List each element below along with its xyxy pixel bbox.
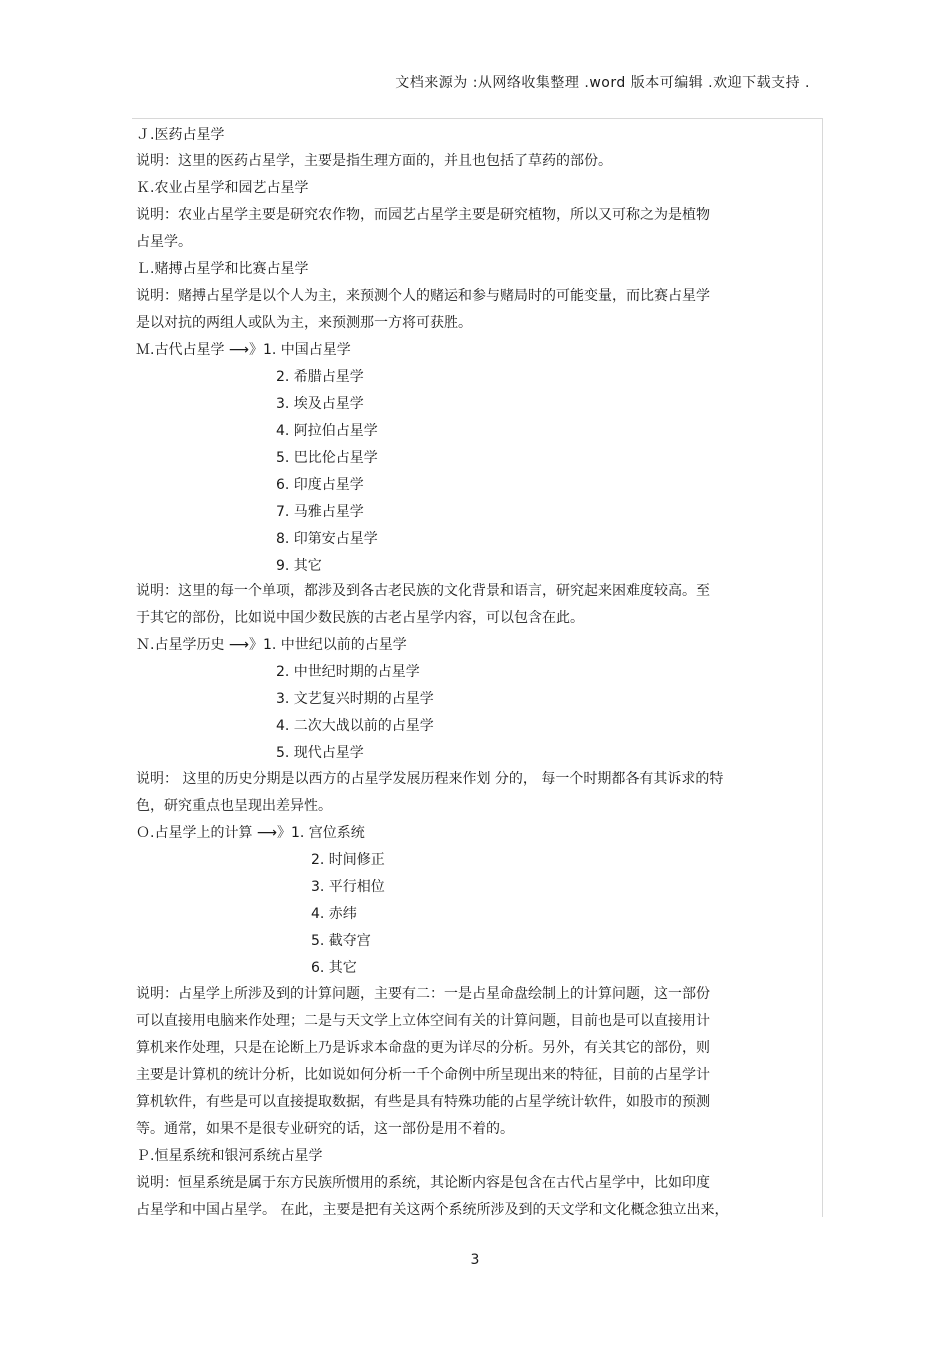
body-line: 7. 马雅占星学 — [276, 504, 364, 520]
page-header: 文档来源为 :从网络收集整理 .word 版本可编辑 .欢迎下载支持 . — [395, 75, 810, 91]
body-line: 说明：这里的医药占星学，主要是指生理方面的，并且也包括了草药的部份。 — [136, 153, 612, 169]
body-line: Ｍ.古代占星学 ⟶》1. 中国占星学 — [136, 342, 351, 358]
body-line: Ｐ.恒星系统和银河系统占星学 — [136, 1148, 323, 1164]
body-line: 3. 文艺复兴时期的占星学 — [276, 691, 434, 707]
body-line: 4. 二次大战以前的占星学 — [276, 718, 434, 734]
body-line: 说明：农业占星学主要是研究农作物，而园艺占星学主要是研究植物，所以又可称之为是植物 — [136, 207, 710, 223]
body-line: 4. 阿拉伯占星学 — [276, 423, 378, 439]
body-line: 2. 希腊占星学 — [276, 369, 364, 385]
body-line: 说明：这里的每一个单项，都涉及到各古老民族的文化背景和语言，研究起来困难度较高。至 — [136, 583, 710, 599]
body-line: 8. 印第安占星学 — [276, 531, 378, 547]
body-line: 算机软件，有些是可以直接提取数据，有些是具有特殊功能的占星学统计软件，如股市的预测 — [136, 1094, 710, 1110]
body-line: 说明： 这里的历史分期是以西方的占星学发展历程来作划 分的， 每一个时期都各有其诉求的特 — [136, 771, 724, 787]
body-line: 5. 现代占星学 — [276, 745, 364, 761]
body-line: Ｏ.占星学上的计算 ⟶》1. 宫位系统 — [136, 825, 365, 841]
body-line: 占星学和中国占星学。 在此，主要是把有关这两个系统所涉及到的天文学和文化概念独立出来， — [136, 1202, 729, 1218]
body-line: 3. 埃及占星学 — [276, 396, 364, 412]
body-line: 可以直接用电脑来作处理；二是与天文学上立体空间有关的计算问题，目前也是可以直接用计 — [136, 1013, 710, 1029]
body-line: 等。通常，如果不是很专业研究的话，这一部份是用不着的。 — [136, 1121, 514, 1137]
body-line: 5. 截夺宫 — [311, 933, 371, 949]
body-line: 9. 其它 — [276, 558, 322, 574]
body-line: 6. 其它 — [311, 960, 357, 976]
body-line: 3. 平行相位 — [311, 879, 385, 895]
page-number: 3 — [470, 1252, 480, 1268]
body-line: 算机来作处理，只是在论断上乃是诉求本命盘的更为详尽的分析。另外，有关其它的部份，则 — [136, 1040, 710, 1056]
body-line: 2. 中世纪时期的占星学 — [276, 664, 420, 680]
body-line: 4. 赤纬 — [311, 906, 357, 922]
body-line: Ｎ.占星学历史 ⟶》1. 中世纪以前的占星学 — [136, 637, 407, 653]
body-line: Ｊ.医药占星学 — [136, 127, 225, 143]
body-line: 2. 时间修正 — [311, 852, 385, 868]
body-line: 说明：恒星系统是属于东方民族所惯用的系统，其论断内容是包含在古代占星学中，比如印度 — [136, 1175, 710, 1191]
body-line: 是以对抗的两组人或队为主，来预测那一方将可获胜。 — [136, 315, 472, 331]
body-line: Ｌ.赌搏占星学和比赛占星学 — [136, 261, 309, 277]
body-line: 说明：占星学上所涉及到的计算问题，主要有二：一是占星命盘绘制上的计算问题，这一部份 — [136, 986, 710, 1002]
body-line: 6. 印度占星学 — [276, 477, 364, 493]
body-line: 主要是计算机的统计分析，比如说如何分析一千个命例中所呈现出来的特征，目前的占星学计 — [136, 1067, 710, 1083]
body-line: 5. 巴比伦占星学 — [276, 450, 378, 466]
body-line: 于其它的部份，比如说中国少数民族的古老占星学内容，可以包含在此。 — [136, 610, 584, 626]
body-line: 说明：赌搏占星学是以个人为主，来预测个人的赌运和参与赌局时的可能变量，而比赛占星学 — [136, 288, 710, 304]
body-line: 色，研究重点也呈现出差异性。 — [136, 798, 332, 814]
body-line: 占星学。 — [136, 234, 192, 250]
body-line: Ｋ.农业占星学和园艺占星学 — [136, 180, 309, 196]
